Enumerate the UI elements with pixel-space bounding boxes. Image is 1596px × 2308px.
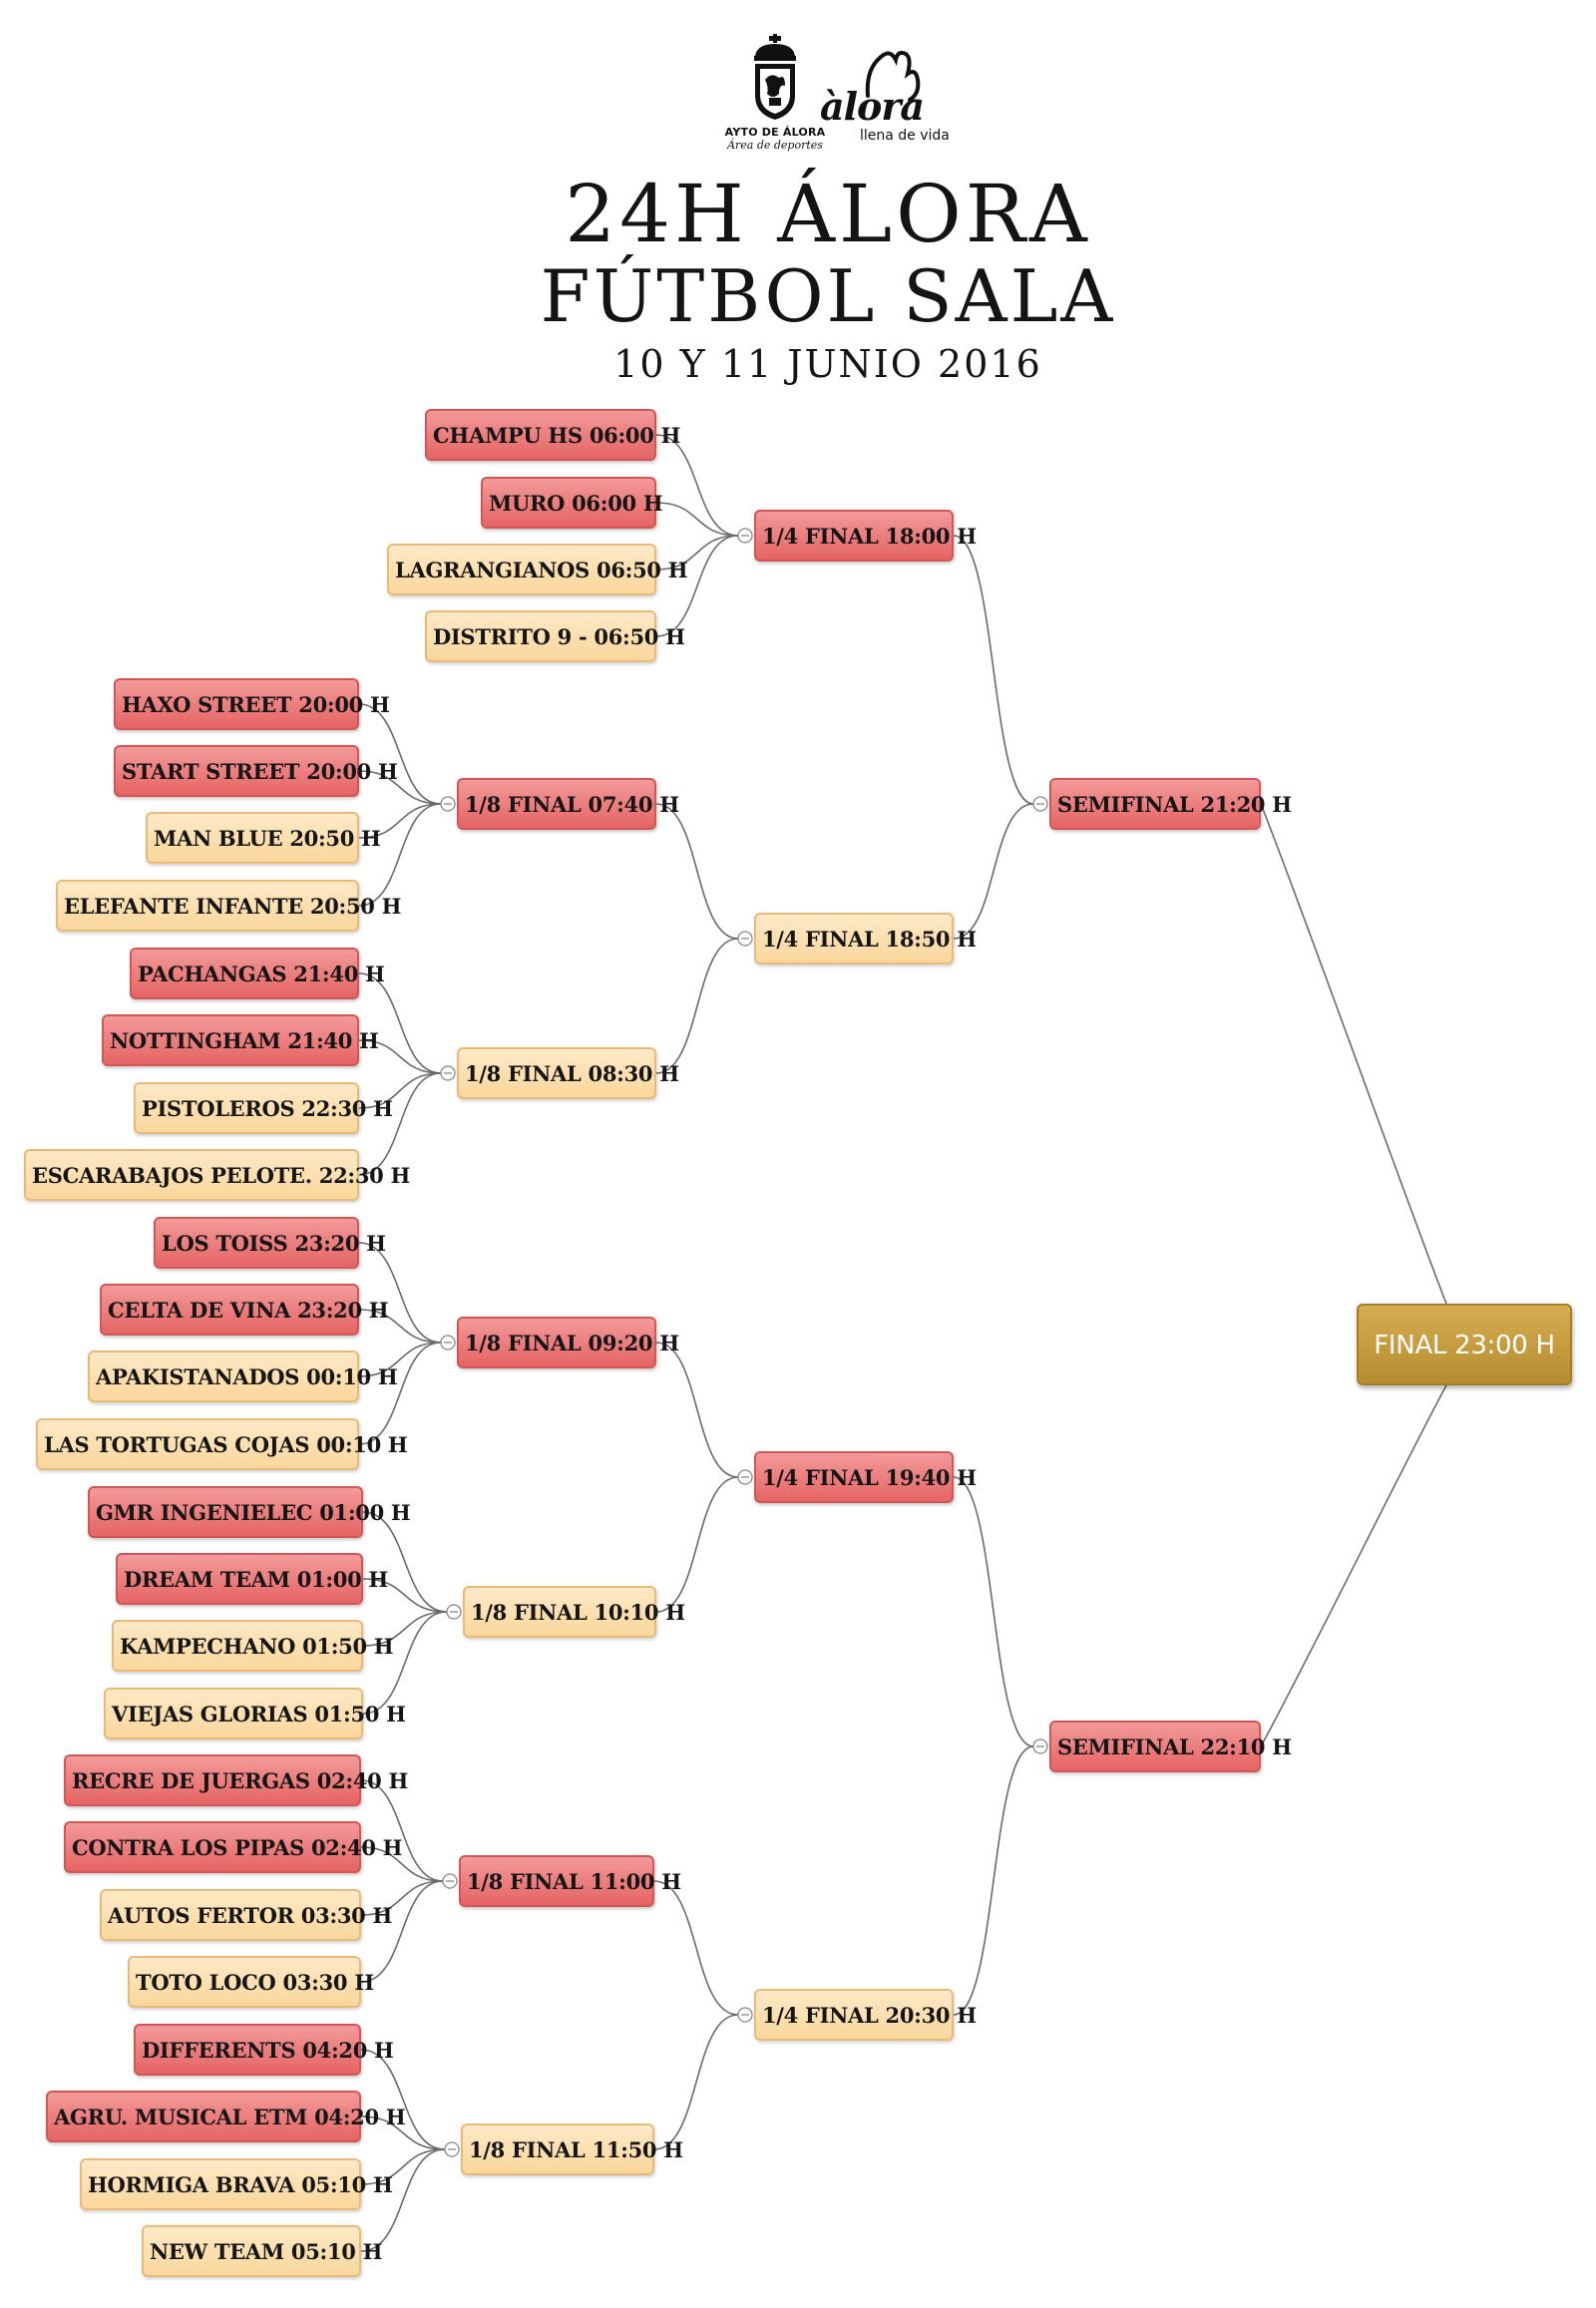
connector-line	[954, 1746, 1033, 2015]
team-nottingham: NOTTINGHAM 21:40 H	[102, 1014, 359, 1066]
team-kampechano: KAMPECHANO 01:50 H	[112, 1620, 363, 1672]
team-las-tortugas-cojas: LAS TORTUGAS COJAS 00:10 H	[36, 1418, 359, 1470]
eighthfinal-1: 1/8 FINAL 07:40 H	[457, 778, 656, 830]
team-autos-fertor: AUTOS FERTOR 03:30 H	[100, 1889, 361, 1941]
connector-line	[654, 2015, 738, 2149]
team-elefante-infante: ELEFANTE INFANTE 20:50 H	[56, 880, 359, 932]
ayuntamiento-logo-name: AYTO DE ÁLORA	[724, 126, 826, 139]
team-hormiga-brava: HORMIGA BRAVA 05:10 H	[80, 2158, 361, 2210]
quarterfinal-4: 1/4 FINAL 20:30 H	[754, 1989, 954, 2041]
team-pistoleros: PISTOLEROS 22:30 H	[134, 1082, 359, 1134]
connector-line	[359, 973, 441, 1073]
connector-line	[359, 704, 441, 804]
team-viejas-glorias: VIEJAS GLORIAS 01:50 H	[104, 1688, 363, 1739]
eighthfinal-3: 1/8 FINAL 09:20 H	[457, 1317, 656, 1368]
final-match: FINAL 23:00 H	[1357, 1304, 1572, 1385]
eighthfinal-5: 1/8 FINAL 11:00 H	[459, 1855, 654, 1907]
poster-header	[0, 0, 1596, 399]
team-pachangas: PACHANGAS 21:40 H	[130, 948, 359, 999]
connector-line-final	[1261, 1385, 1446, 1746]
team-celta-de-vina: CELTA DE VINA 23:20 H	[100, 1284, 359, 1336]
poster-subtitle: FÚTBOL SALA	[540, 254, 1116, 338]
team-champu-hs: CHAMPU HS 06:00 H	[425, 409, 656, 461]
team-apakistanados: APAKISTANADOS 00:10 H	[88, 1350, 359, 1402]
connector-line	[361, 2149, 445, 2251]
alora-brand-script: àlora	[820, 84, 925, 129]
team-muro: MURO 06:00 H	[481, 477, 656, 529]
semifinal-2: SEMIFINAL 22:10 H	[1049, 1721, 1261, 1772]
connector-line	[363, 1612, 447, 1714]
alora-brand-tagline: llena de vida	[860, 128, 950, 144]
team-toto-loco: TOTO LOCO 03:30 H	[128, 1956, 361, 2008]
poster-title: 24H ÁLORA	[565, 168, 1091, 260]
coat-of-arms-icon	[749, 34, 801, 126]
connector-line	[363, 1512, 447, 1612]
eighthfinal-2: 1/8 FINAL 08:30 H	[457, 1047, 656, 1099]
connector-line	[954, 804, 1033, 939]
team-man-blue: MAN BLUE 20:50 H	[146, 812, 359, 864]
team-contra-los-pipas: CONTRA LOS PIPAS 02:40 H	[64, 1821, 361, 1873]
connector-line	[654, 1881, 738, 2015]
connector-line	[656, 1343, 738, 1477]
quarterfinal-2: 1/4 FINAL 18:50 H	[754, 913, 954, 964]
connector-line	[656, 536, 738, 636]
team-distrito-9: DISTRITO 9 - 06:50 H	[425, 610, 656, 662]
team-gmr-ingenielec: GMR INGENIELEC 01:00 H	[88, 1486, 363, 1538]
team-dream-team: DREAM TEAM 01:00 H	[116, 1553, 363, 1605]
poster-date: 10 Y 11 JUNIO 2016	[613, 342, 1042, 386]
connector-line	[361, 2050, 445, 2149]
team-lagrangianos: LAGRANGIANOS 06:50 H	[387, 544, 656, 595]
connector-line	[361, 1780, 443, 1881]
connector-line	[359, 1343, 441, 1444]
connector-line	[359, 1073, 441, 1175]
connector-line	[656, 435, 738, 536]
team-agru-musical-etm: AGRU. MUSICAL ETM 04:20 H	[46, 2091, 361, 2142]
team-haxo-street: HAXO STREET 20:00 H	[114, 678, 359, 730]
connector-line	[954, 1477, 1033, 1746]
team-recre-de-juergas: RECRE DE JUERGAS 02:40 H	[64, 1754, 361, 1806]
connector-line	[359, 804, 441, 906]
quarterfinal-3: 1/4 FINAL 19:40 H	[754, 1451, 954, 1503]
connector-line	[361, 1881, 443, 1982]
eighthfinal-6: 1/8 FINAL 11:50 H	[461, 2123, 654, 2175]
eighthfinal-4: 1/8 FINAL 10:10 H	[463, 1586, 656, 1638]
team-los-toiss: LOS TOISS 23:20 H	[154, 1217, 359, 1269]
team-new-team: NEW TEAM 05:10 H	[142, 2225, 361, 2277]
connector-line	[359, 1243, 441, 1343]
team-differents: DIFFERENTS 04:20 H	[134, 2024, 361, 2076]
connector-line	[656, 1477, 738, 1612]
team-escarabajos-pelote: ESCARABAJOS PELOTE. 22:30 H	[24, 1149, 359, 1201]
team-start-street: START STREET 20:00 H	[114, 745, 359, 797]
alora-brand-logo	[818, 44, 948, 154]
connector-line	[656, 939, 738, 1073]
connector-line	[656, 804, 738, 939]
quarterfinal-1: 1/4 FINAL 18:00 H	[754, 510, 954, 562]
connector-line-final	[1261, 804, 1446, 1304]
connector-line	[656, 503, 738, 536]
connector-line	[954, 536, 1033, 804]
ayuntamiento-logo-subtitle: Área de deportes	[727, 139, 823, 152]
semifinal-1: SEMIFINAL 21:20 H	[1049, 778, 1261, 830]
